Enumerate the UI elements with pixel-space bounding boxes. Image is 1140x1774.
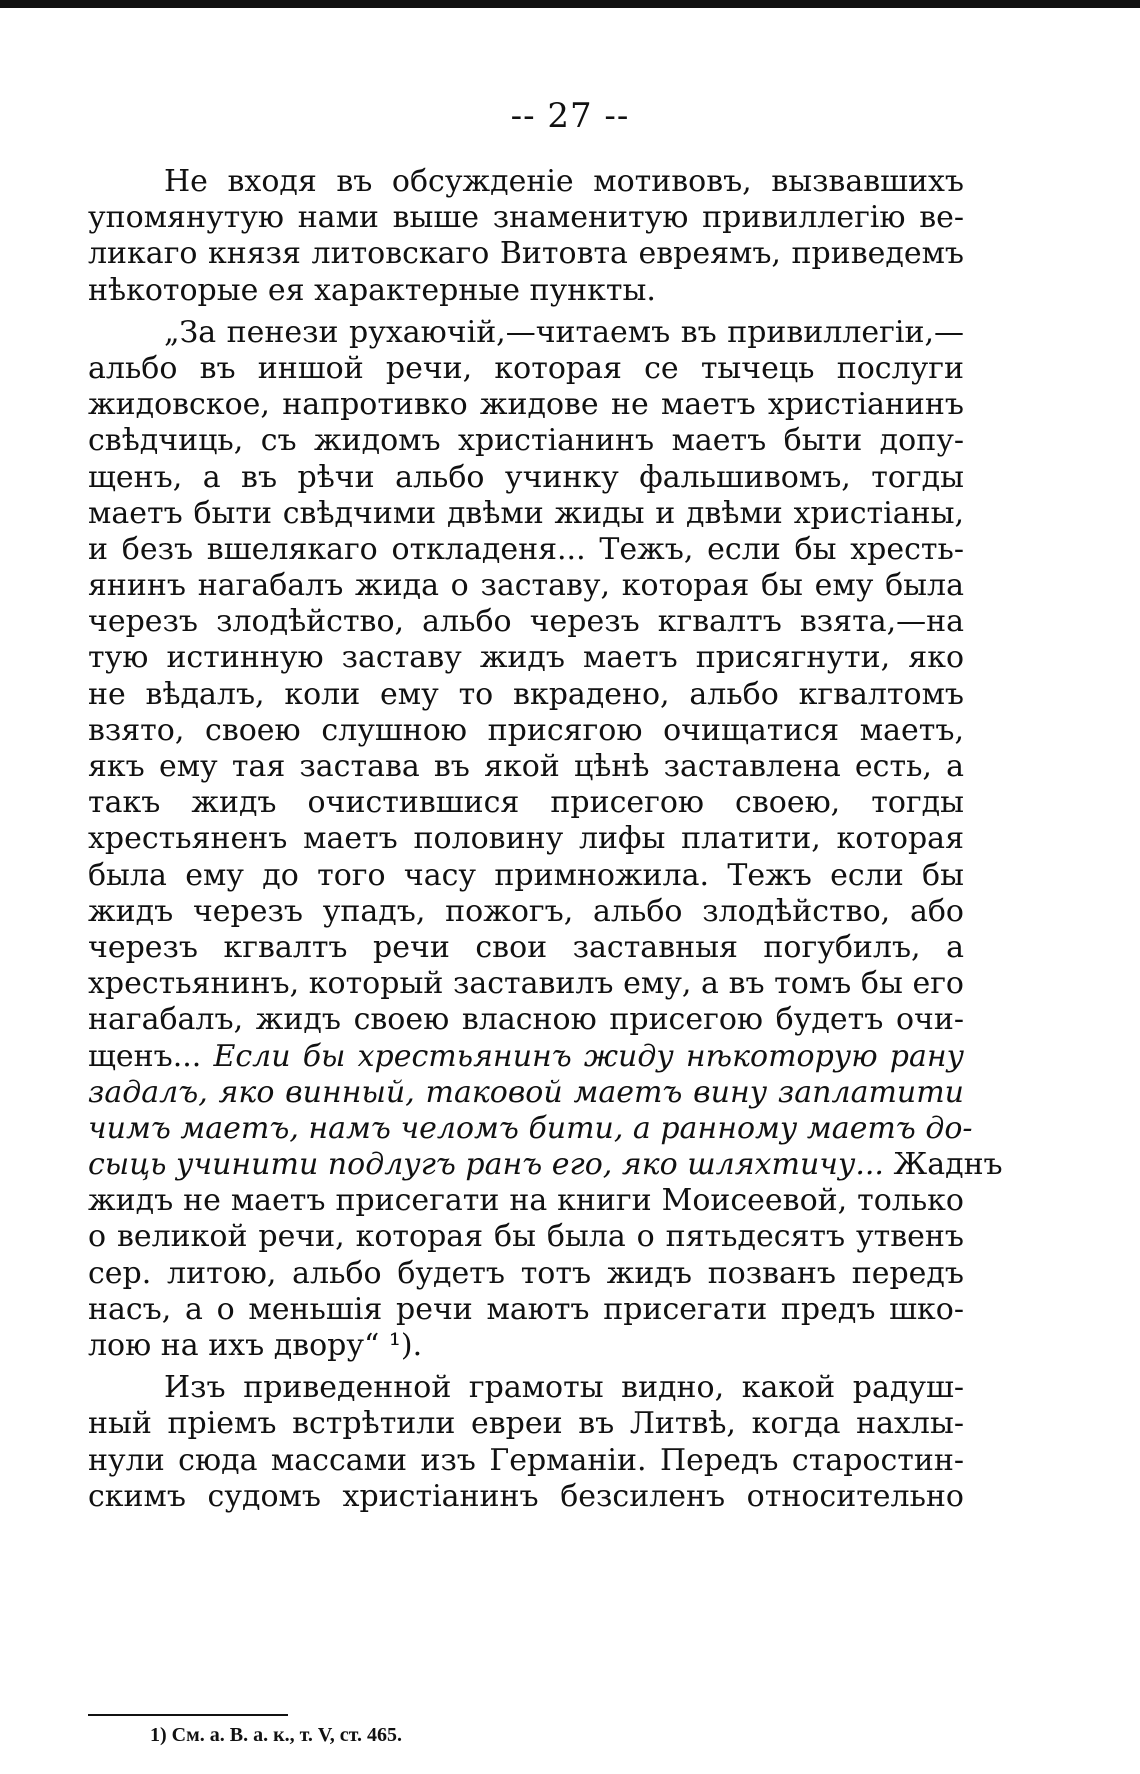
text-line: свѣдчиць, съ жидомъ христіанинъ маетъ быти допу- [88, 423, 964, 459]
text-line-mixed [88, 1039, 964, 1075]
page-number: -- 27 -- [510, 96, 630, 136]
text-line: хрестьянинъ, который заставилъ ему, а въ томъ бы его [88, 966, 964, 1002]
text-line: и безъ вшелякаго откладеня... Тежъ, если бы хресть- [88, 531, 964, 567]
text-line: якъ ему тая застава въ якой цѣнѣ заставлена есть, а [88, 749, 964, 784]
roman-segment: щенъ... [88, 1038, 202, 1074]
text-line: взято, своею слушною присягою очищатися маетъ, [88, 712, 964, 748]
text-line: щенъ, а въ рѣчи альбо учинку фальшивомъ, тогды [88, 459, 964, 495]
text-line: была ему до того часу примножила. Тежъ если бы [88, 857, 964, 893]
text-line: сер. литою, альбо будетъ тотъ жидъ позванъ передъ [88, 1255, 964, 1291]
text-line: скимъ судомъ христіанинъ безсиленъ относительно [88, 1478, 964, 1514]
italic-segment: сыць учинити подлугъ ранъ его, яко шляхтичу... [88, 1147, 884, 1183]
text-line: лою на ихъ двору“ ¹). [88, 1328, 423, 1363]
footnote-divider [88, 1714, 288, 1716]
text-line: „За пенези рухаючій,—читаемъ въ привиллегіи,— [164, 314, 964, 350]
text-line: не вѣдалъ, коли ему то вкрадено, альбо кгвалтомъ [88, 676, 964, 712]
text-line: ный пріемъ встрѣтили евреи въ Литвѣ, когда нахлы- [88, 1406, 964, 1442]
text-line: жидъ черезъ упадъ, пожогъ, альбо злодѣйство, або [88, 893, 964, 929]
text-line-italic: задалъ, яко винный, таковой маетъ вину заплатити [88, 1074, 964, 1110]
text-line: хрестьяненъ маетъ половину лифы платити, которая [88, 821, 964, 857]
text-line-mixed [88, 1147, 1003, 1183]
footnote: 1) См. а. В. а. к., т. V, ст. 465. [150, 1724, 402, 1746]
text-line: насъ, а о меньшія речи маютъ присегати предъ шко- [88, 1291, 964, 1327]
text-line: упомянутую нами выше знаменитую привиллегію ве- [88, 200, 964, 236]
text-line: нагабалъ, жидъ своею власною присегою будетъ очи- [88, 1002, 964, 1038]
text-line: ликаго князя литовскаго Витовта евреямъ, приведемъ [88, 236, 964, 272]
text-line: Не входя въ обсужденіе мотивовъ, вызвавшихъ [164, 164, 964, 199]
text-line: черезъ злодѣйство, альбо черезъ кгвалтъ взята,—на [88, 604, 964, 640]
text-line-italic: чимъ маетъ, намъ челомъ бити, а ранному маетъ до- [88, 1110, 973, 1146]
italic-segment: Если бы хрестьянинъ жиду нѣкоторую рану [213, 1038, 964, 1074]
text-line: альбо въ иншой речи, которая се тычець послуги [88, 350, 964, 386]
text-line: нули сюда массами изъ Германіи. Передъ старостин- [88, 1442, 964, 1478]
text-line: жидъ не маетъ присегати на книги Моисеевой, только [88, 1183, 964, 1219]
top-border-rule [0, 0, 1140, 8]
roman-segment: Жаднъ [893, 1147, 1003, 1183]
text-line: Изъ приведенной грамоты видно, какой радуш- [164, 1370, 964, 1406]
text-line: черезъ кгвалтъ речи свои заставныя погубилъ, а [88, 929, 964, 965]
body-text [88, 164, 1003, 1515]
text-line: жидовское, напротивко жидове не маетъ христіанинъ [88, 387, 964, 423]
text-line: маетъ быти свѣдчими двѣми жиды и двѣми христіаны, [88, 495, 964, 531]
text-line: янинъ нагабалъ жида о заставу, которая бы ему была [88, 568, 964, 604]
text-line: такъ жидъ очистившися присегою своею, тогды [88, 785, 964, 821]
text-line: нѣкоторые ея характерные пункты. [88, 272, 656, 308]
text-line: о великой речи, которая бы была о пятьдесятъ утвенъ [88, 1219, 964, 1255]
text-line: тую истинную заставу жидъ маетъ присягнути, яко [88, 640, 964, 676]
